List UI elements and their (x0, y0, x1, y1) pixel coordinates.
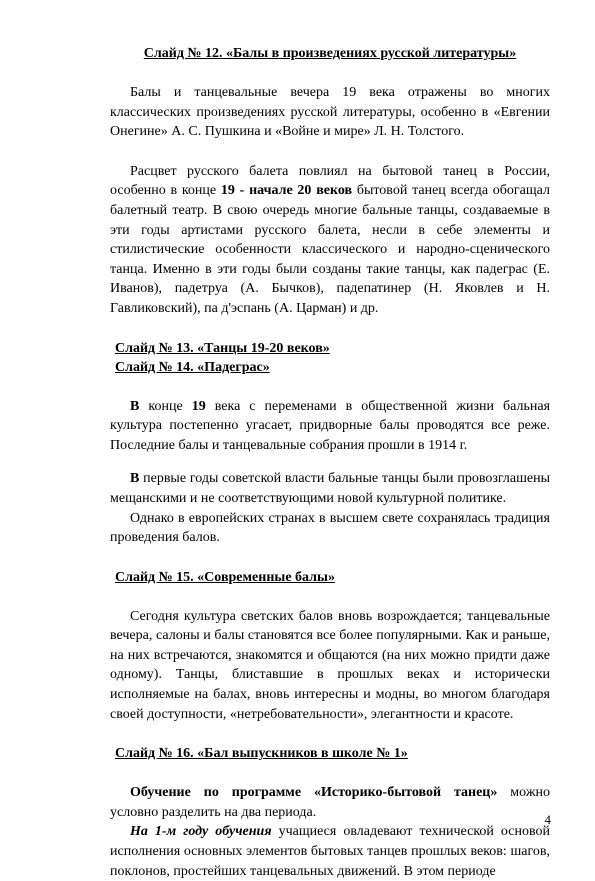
slide12-paragraph-2 (110, 162, 550, 319)
slide14-paragraph-1 (110, 397, 550, 456)
text-run: Расцвет русского балета повлиял на бытовой танец в России, особенно в конце (110, 163, 550, 199)
slide16-paragraph-2 (110, 822, 550, 881)
slide13-heading: Слайд № 13. «Танцы 19-20 веков» (115, 340, 330, 356)
slide15-paragraph-1: Сегодня культура светских балов вновь возрождается; танцевальные вечера, салоны и балы становятся все более популярными. Как и раньше, на них встречаются, знакомятся и общаются (на них можно придти даже одному). Танцы, блиставшие в прошлых веках и исторически исполняемые на балах, вновь интересны и модны, во многом благодаря своей доступности, «нетребовательности», элегантности и красоте. (110, 608, 550, 722)
slide16-heading: Слайд № 16. «Бал выпускников в школе № 1» (115, 746, 408, 762)
slide12-paragraph-1: Балы и танцевальные вечера 19 века отражены во многих классических произведениях русской литературы, особенно в «Евгении Онегине» А. С. Пушкина и «Войне и мире» Л. Н. Толстого. (110, 85, 550, 140)
text-run: бытовой танец всегда обогащал балетный театр. В свою очередь многие бальные танцы, создаваемые в эти годы артистами русского балета, несли в себе элементы и стилистические особенности классического и народно-сценического танца. Именно в эти годы были созданы такие танцы, как падеграс (Е. Иванов), падетруа (А. Бычков), падепатинер (Н. Яковлев и Н. Гавликовский), па д'эспань (А. Царман) и др. (110, 183, 550, 316)
bold-run: 19 (191, 398, 206, 414)
text-run: конце (139, 398, 192, 414)
bold-italic-run: На 1-м году обучения (130, 824, 272, 840)
bold-run: 19 - начале 20 веков (220, 183, 353, 199)
bold-run: Обучение по программе «Историко-бытовой танец» (130, 785, 498, 801)
text-run: учащиеся овладевают технической основой исполнения основных элементов бытовых танцев прошлых веков: шагов, поклонов, простейших танцевальных движений. В этом периоде (110, 824, 550, 879)
text-run: века с переменами в общественной жизни бальная культура постепенно угасает, придворные балы проводятся все реже. Последние балы и танцевальные собрания прошли в 1914 г. (110, 398, 551, 453)
text-run: можно условно разделить на два периода. (110, 785, 550, 820)
page-number: 4 (544, 812, 551, 827)
slide14-paragraph-3: Однако в европейских странах в высшем свете сохранялась традиция проведения балов. (110, 510, 550, 546)
slide16-paragraph-1 (110, 783, 550, 822)
page-content (110, 44, 550, 881)
slide12-heading: Слайд № 12. «Балы в произведениях русской литературы» (143, 46, 517, 61)
slide14-heading: Слайд № 14. «Падеграс» (115, 359, 270, 375)
bold-run: В (130, 471, 140, 487)
bold-run: В (130, 398, 140, 414)
slide15-heading: Слайд № 15. «Современные балы» (115, 569, 335, 585)
slide14-paragraph-2 (110, 469, 550, 508)
text-run: первые годы советской власти бальные танцы были провозглашены мещанскими и не соответствующими новой культурной политике. (110, 471, 550, 506)
